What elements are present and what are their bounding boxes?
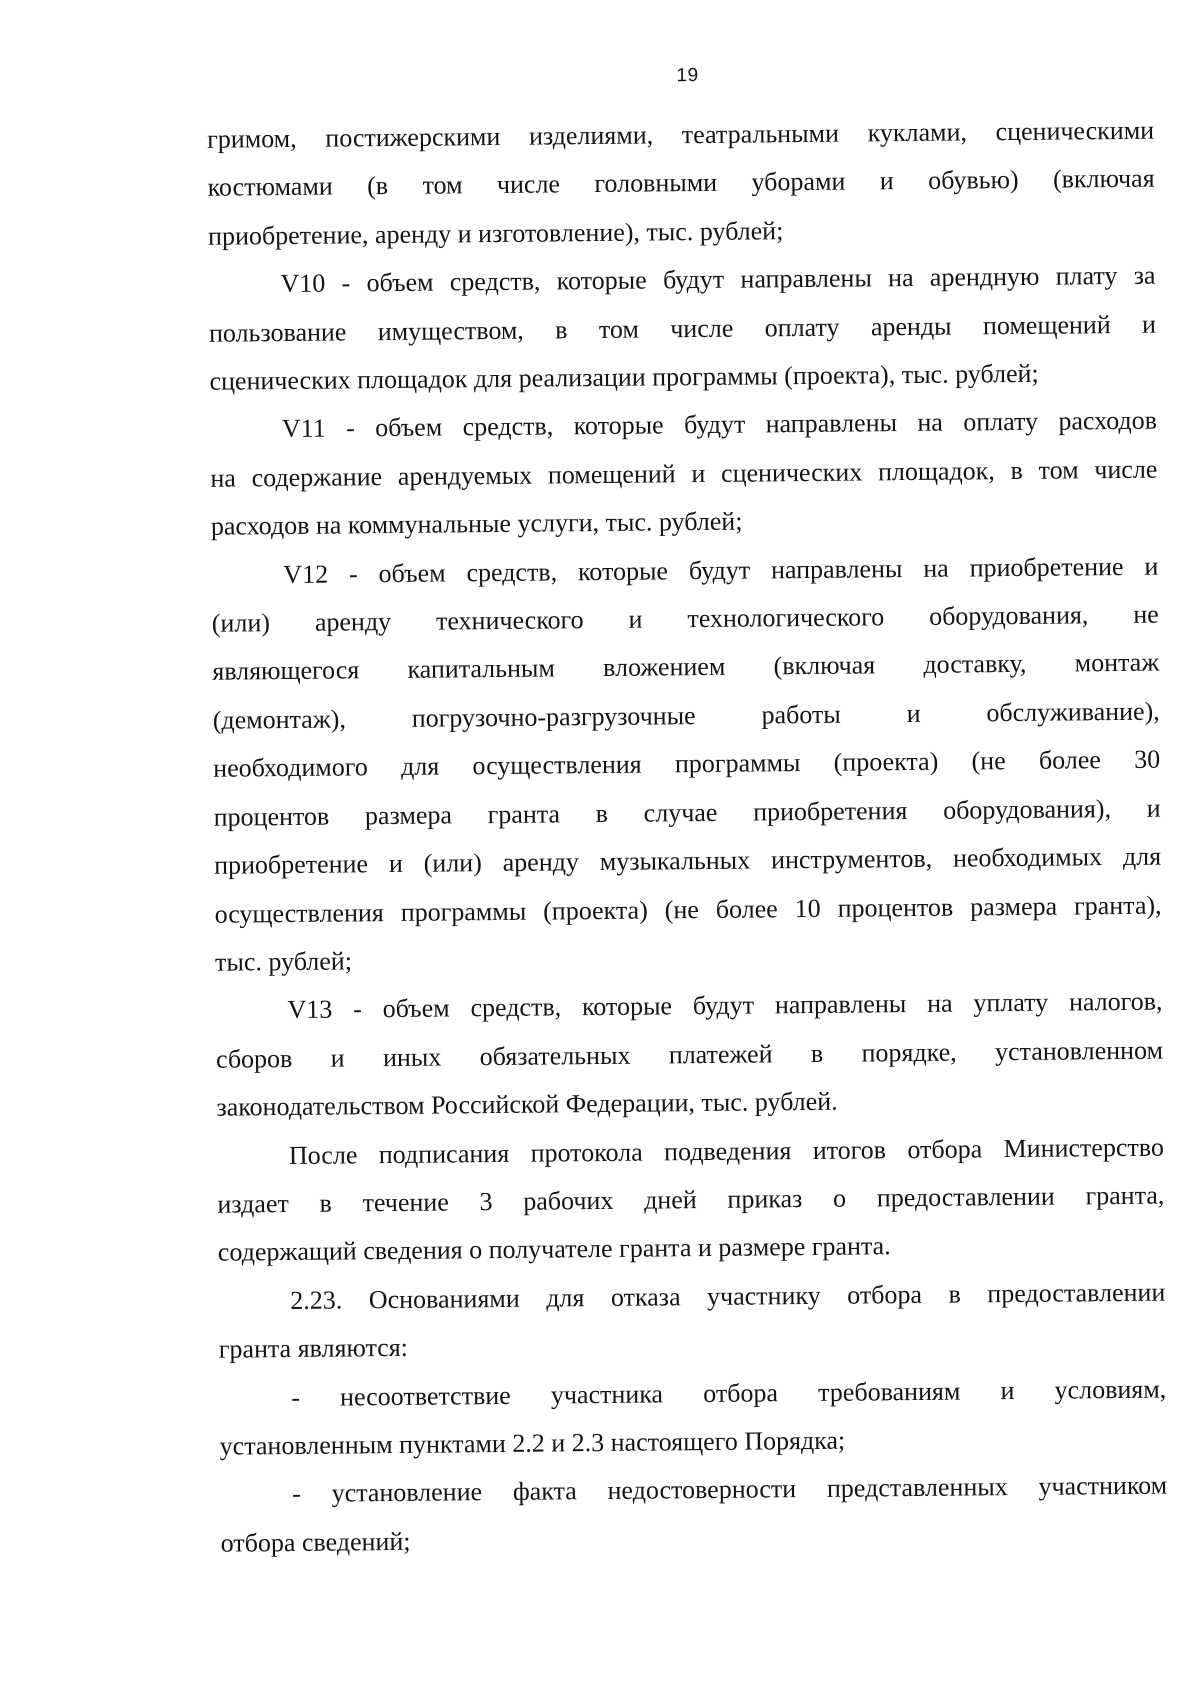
text-line: осуществления программы (проекта) (не более 10 процентов размера гранта), (214, 890, 1162, 929)
text-line: После подписания протокола подведения итогов отбора Министерство (288, 1132, 1165, 1170)
text-line: V11 - объем средств, которые будут направлены на оплату расходов (281, 406, 1158, 444)
text-line: сценических площадок для реализации программы (проекта), тыс. рублей; (209, 358, 1039, 396)
text-line: - несоответствие участника отбора требованиям и условиям, (291, 1374, 1167, 1412)
text-line: установленным пунктами 2.2 и 2.3 настоящего Порядка; (219, 1425, 846, 1461)
text-line: 2.23. Основаниями для отказа участнику отбора в предоставлении (290, 1277, 1166, 1315)
text-line: (или) аренду технического и технологического оборудования, не (211, 599, 1159, 638)
text-line: являющегося капитальным вложением (включая доставку, монтаж (212, 648, 1160, 687)
text-line: V10 - объем средств, которые будут направлены на арендную плату за (280, 260, 1156, 299)
paragraph-v12 (211, 542, 1162, 987)
text-line: необходимого для осуществления программы (проекта) (не более 30 (213, 744, 1161, 783)
text-line: расходов на коммунальные услуги, тыс. рублей; (210, 506, 743, 541)
page-number: 19 (676, 65, 699, 87)
text-line: издает в течение 3 рабочих дней приказ о предоставлении гранта, (217, 1180, 1165, 1219)
document-body (207, 107, 1168, 1568)
paragraph-v13 (215, 978, 1163, 1132)
text-line: содержащий сведения о получателе гранта и размере гранта. (217, 1231, 891, 1268)
text-line: законодательством Российской Федерации, тыс. рублей. (216, 1086, 838, 1122)
text-line: сборов и иных обязательных платежей в порядке, установленном (215, 1035, 1164, 1074)
text-line: V13 - объем средств, которые будут направлены на уплату налогов, (287, 986, 1163, 1025)
list-item-false-information (220, 1462, 1168, 1568)
text-line: - установление факта недостоверности представленных участником (292, 1470, 1168, 1509)
text-line: гримом, постижерскими изделиями, театральными куклами, сценическими (207, 115, 1155, 154)
list-item-nonconformity (219, 1365, 1167, 1471)
text-line: пользование имуществом, в том числе оплату аренды помещений и (208, 309, 1157, 348)
text-line: приобретение и (или) аренду музыкальных инструментов, необходимых для (213, 841, 1162, 880)
paragraph-ministry-order (217, 1123, 1165, 1277)
paragraph-2-23 (218, 1268, 1166, 1374)
text-line: приобретение, аренду и изготовление), тыс. рублей; (207, 216, 784, 251)
text-line: тыс. рублей; (214, 946, 353, 977)
text-line: на содержание арендуемых помещений и сценических площадок, в том числе (210, 454, 1158, 493)
paragraph-costumes-continuation (207, 107, 1155, 261)
text-line: (демонтаж), погрузочно-разгрузочные работы и обслуживание), (212, 696, 1160, 735)
text-line: костюмами (в том числе головными уборами и обувью) (включая (207, 164, 1155, 203)
text-line: процентов размера гранта в случае приобретения оборудования), и (213, 793, 1161, 832)
paragraph-v10 (208, 252, 1156, 406)
text-line: гранта являются: (218, 1333, 409, 1364)
text-line: отбора сведений; (220, 1526, 411, 1558)
text-line: V12 - объем средств, которые будут направлены на приобретение и (283, 551, 1159, 589)
paragraph-v11 (210, 397, 1158, 551)
